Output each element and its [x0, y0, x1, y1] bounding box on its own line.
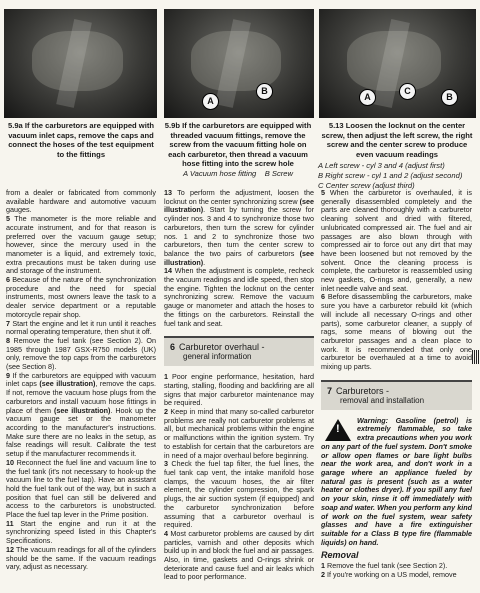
caption-text: 5.13 Loosen the locknut on the center screw, then adjust the left screw, the right screw and the center screw to produce even vacuum readings [321, 121, 473, 159]
caption-key [318, 161, 476, 190]
key-a: A Vacuum hose fitting [182, 168, 257, 178]
chapter-tab-marker [472, 350, 480, 364]
caption-key [160, 169, 316, 179]
photo-callout-a: A [359, 89, 376, 106]
key-a: A Left screw - cyl 3 and 4 (adjust first) [318, 161, 445, 171]
paragraph-2: 2 If you're working on a US model, remove [321, 569, 457, 579]
photo-callout-c: C [399, 83, 416, 100]
section-heading-7: 7 Carburetors - removal and installation [321, 380, 472, 410]
paragraph-4: 4 Most carburetor problems are caused by dirt particles, varnish and other deposits which build up in and block the fuel and air passages. Also, in time, gaskets and O-rings shrink or deteriorate and cause fuel and air leaks which lead to poor performance. [164, 528, 314, 582]
paragraph-3: 3 Check the fuel tap filter, the fuel lines, the fuel tank cap vent, the intake manifold hose clamps, the vacuum hoses, the air filter element, the cylinder compression, the spark plugs, the air suction system (if equipped) and the carburetor synchronization before assuming that a carburetor overhaul is required. [164, 459, 315, 530]
paragraph-10: 10 Reconnect the fuel line and vacuum line to the fuel tank (it's not necessary to hook-up the vacuum line to the fuel tap). Have an assistant hold the fuel tank out of the way, but in such a position that fuel can still be delivered and access to the carburetors is unobstructed. Place the fuel tap lever in the Prime position. [6, 457, 157, 520]
paragraph-6: 6 Before disassembling the carburetors, make sure you have a carburetor rebuild kit (which will include all necessary O-rings and other parts), some carburetor cleaner, a supply of rags, some means of blowing out the carburetor passages and a clean place to work. It is recommended that only one carburetor be overhauled at a time to avoid mixing up parts. [321, 292, 472, 372]
photo-callout-a: A [202, 93, 219, 110]
text-column-2 [164, 189, 314, 582]
warning-box [321, 417, 472, 548]
section-heading-6: 6 Carburetor overhaul - general information [164, 336, 314, 366]
paragraph-11: 11 Start the engine and run it at the synchronizing speed listed in this Chapter's Specifications. [6, 518, 156, 546]
paragraph-5: 5 When the carburetor is overhauled, it is generally disassembled completely and the parts are cleaned thoroughly with a carburetor cleaning solvent and dried with filtered, unlubricated compressed air. The fuel and air passages are also blown through with compressed air to force out any dirt that may have been loosened but not removed by the solvent. Once the cleaning process is complete, the carburetor is reassembled using new gaskets, O-rings and, generally, a new inlet needle valve and seat. [321, 188, 473, 293]
text-column-3 [321, 189, 472, 579]
photo-callout-b: B [441, 89, 458, 106]
text-column-1 [6, 189, 156, 572]
caption-5-9b [160, 121, 316, 179]
warning-triangle-icon: ! [325, 419, 351, 441]
paragraph-6: 6 Because of the nature of the synchronization procedure and the need for special instruments, most owners leave the task to a dealer service department or a reputable motorcycle repair shop. [6, 275, 156, 319]
paragraph-13: 13 To perform the adjustment, loosen the locknut on the center synchronizing screw (see illustration). Start by turning the screw for cylinder nos. 3 and 4 to synchronize those two carburetors, then turn the screw for cylinder nos. 1 and 2 to synchronize those two carburetors, then turn the center screw to balance the two pairs of carburetors (see illustration). [164, 188, 315, 267]
caption-5-13 [318, 121, 476, 190]
paragraph-12: 12 The vacuum readings for all of the cylinders should be the same. If the vacuum readings vary, adjust as necessary. [6, 544, 156, 572]
paragraph-14: 14 When the adjustment is complete, recheck the vacuum readings and idle speed, then stop the engine. Tighten the locknut on the center synchronizing screw. Remove the vacuum gauge or manometer and attach the hoses to the fittings on the carburetors. Reinstall the fuel tank and seat. [164, 266, 314, 328]
key-c: C Center screw (adjust third) [318, 180, 415, 190]
caption-text: 5.9b If the carburetors are equipped with threaded vacuum fittings, remove the screw from the vacuum fitting hole on each carburetor, then thread a vacuum hose fitting into the screw hole [164, 121, 312, 169]
paragraph-9: 9 If the carburetors are equipped with vacuum inlet caps (see illustration), remove the caps. If not, remove the vacuum hose plugs from the carburetors and install vacuum hose fittings in place of them (see illustration). Hook up the vacuum gauge set or the manometer according to the manufacturer's instructions. Make sure there are no leaks in the setup, as false readings will result. Calibrate the test setup if the manufacturer recommends it. [6, 370, 157, 459]
paragraph-7: 7 Start the engine and let it run until it reaches normal operating temperature, then shut it off. [6, 318, 157, 337]
subheading-removal: Removal [321, 550, 359, 561]
paragraph-2: 2 Keep in mind that many so-called carburetor problems are really not carburetor problems at all, but mechanical problems within the engine or malfunctions within the ignition system. Try to establish for certain that the carburetors are in need of a major overhaul before beginning. [164, 407, 314, 460]
paragraph-5: 5 The manometer is the more reliable and accurate instrument, and for that reason is preferred over the vacuum gauge setup; however, since the mercury used in the manometer is a liquid, and extremely toxic, extra precautions must be taken during use and storage of the instrument. [6, 214, 156, 276]
paragraph-8: 8 Remove the fuel tank (see Section 2). On 1985 through 1987 GSX-R750 models (UK) only, remove the top caps from the carburetors (see Section 8). [6, 335, 157, 372]
caption-5-9a [6, 121, 156, 159]
paragraph-1: 1 Poor engine performance, hesitation, hard starting, stalling, flooding and backfiring are all signs that major carburetor maintenance may be required. [164, 372, 315, 408]
paragraph: from a dealer or fabricated from commonly available hardware and automotive vacuum gauges. [6, 188, 156, 215]
photo-callout-b: B [256, 83, 273, 100]
photo-synchronizing-screws [319, 9, 476, 118]
caption-text: 5.9a If the carburetors are equipped with vacuum inlet caps, remove the caps and connect the hoses of the test equipment to the fittings [7, 121, 154, 159]
warning-text: Warning: Gasoline (petrol) is extremely flammable, so take extra precautions when you work on any part of the fuel system. Don't smoke or allow open flames or bare light bulbs near the work area, and don't work in a garage where an appliance fueled by natural gas is present (such as a water heater or clothes dryer). If you spill any fuel on your skin, rinse it off immediately with soap and water. When you perform any kind of work on the fuel system, wear safety glasses and have a fire extinguisher suitable for a Class B type fire (flammable liquids) on hand. [321, 415, 472, 547]
paragraph-1: 1 Remove the fuel tank (see Section 2). [321, 561, 448, 571]
photo-carburetor-vacuum-caps [4, 9, 157, 118]
key-b: B Right screw - cyl 1 and 2 (adjust second) [318, 170, 463, 180]
key-b: B Screw [264, 168, 294, 178]
photo-threaded-vacuum-fittings [164, 9, 314, 118]
